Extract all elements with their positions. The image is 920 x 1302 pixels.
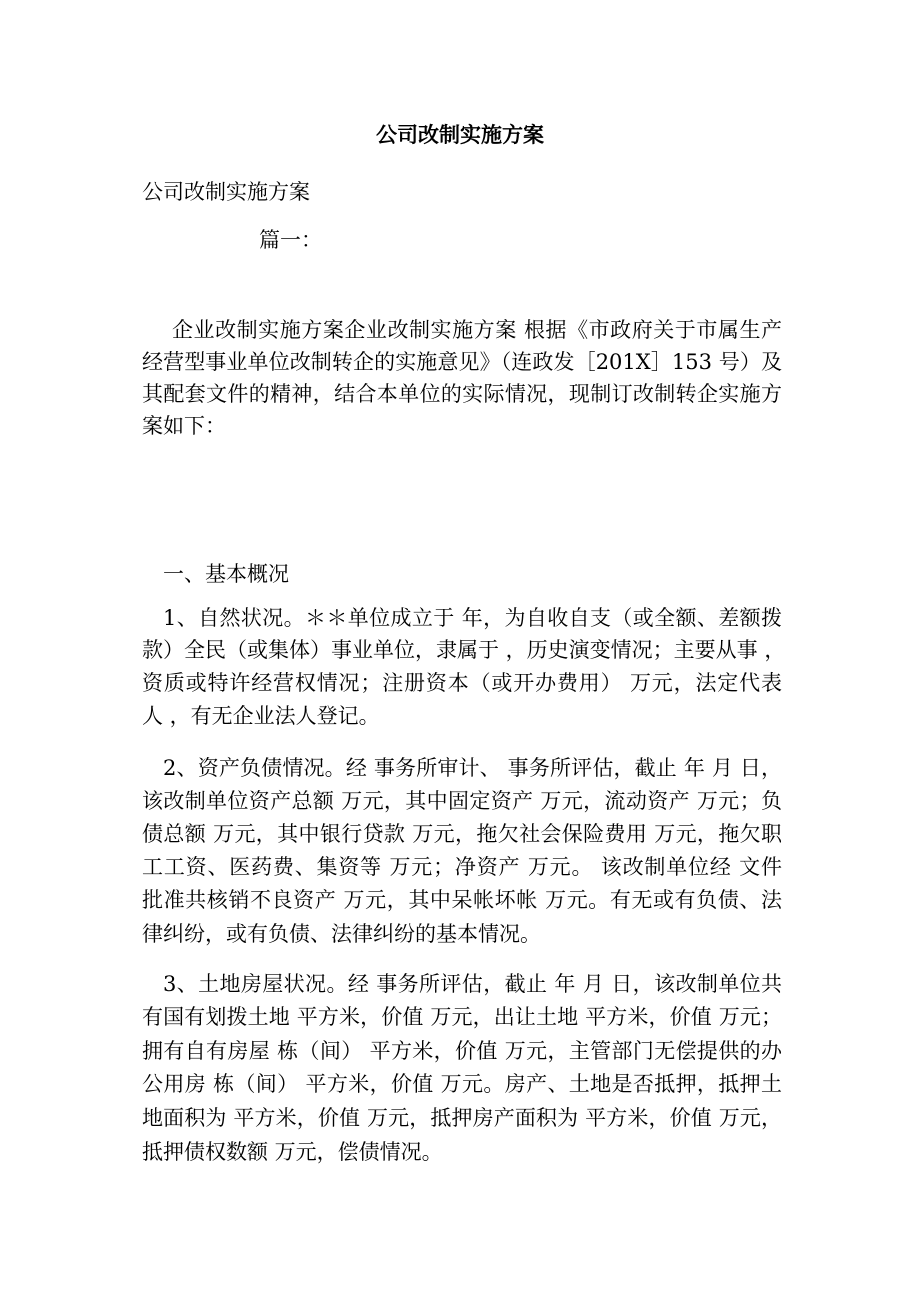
para1-line: 款）全民（或集体）事业单位，隶属于 ，历史演变情况；主要从事 ， [142,638,786,662]
para2-line: 批准共核销不良资产 万元，其中呆帐坏帐 万元。有无或有负债、法 [142,888,782,912]
para1-line: 1、自然状况。＊＊单位成立于 年，为自收自支（或全额、差额拨 [163,606,782,630]
para1-line: 资质或特许经营权情况；注册资本（或开办费用） 万元，法定代表 [142,671,782,695]
document-subtitle: 公司改制实施方案 [142,180,310,204]
intro-line: 其配套文件的精神，结合本单位的实际情况，现制订改制转企实施方 [142,382,782,406]
para2-line: 工工资、医药费、集资等 万元；净资产 万元。 该改制单位经 文件 [142,855,782,879]
para3-line: 抵押债权数额 万元，偿债情况。 [142,1140,443,1164]
para3-line: 3、土地房屋状况。经 事务所评估，截止 年 月 日，该改制单位共 [163,972,782,996]
document-title: 公司改制实施方案 [376,122,544,147]
piece-label: 篇一： [259,228,322,252]
intro-line: 企业改制实施方案企业改制实施方案 根据《市政府关于市属生产 [172,318,782,342]
para2-line: 债总额 万元，其中银行贷款 万元，拖欠社会保险费用 万元，拖欠职 [142,822,782,846]
para2-line: 律纠纷，或有负债、法律纠纷的基本情况。 [142,922,541,946]
intro-line: 经营型事业单位改制转企的实施意见》（连政发［201X］153 号）及 [142,350,782,374]
para2-line: 2、资产负债情况。经 事务所审计、 事务所评估，截止 年 月 日， [163,756,782,780]
para3-line: 地面积为 平方米，价值 万元，抵押房产面积为 平方米，价值 万元， [142,1106,782,1130]
para3-line: 拥有自有房屋 栋（间） 平方米，价值 万元，主管部门无偿提供的办 [142,1039,782,1063]
intro-line: 案如下： [142,414,226,438]
para1-line: 人 ，有无企业法人登记。 [142,704,380,728]
para3-line: 公用房 栋（间） 平方米，价值 万元。房产、土地是否抵押，抵押土 [142,1072,782,1096]
para2-line: 该改制单位资产总额 万元，其中固定资产 万元，流动资产 万元；负 [142,789,782,813]
para3-line: 有国有划拨土地 平方米，价值 万元，出让土地 平方米，价值 万元； [142,1005,782,1029]
section-heading: 一、基本概况 [163,562,289,586]
